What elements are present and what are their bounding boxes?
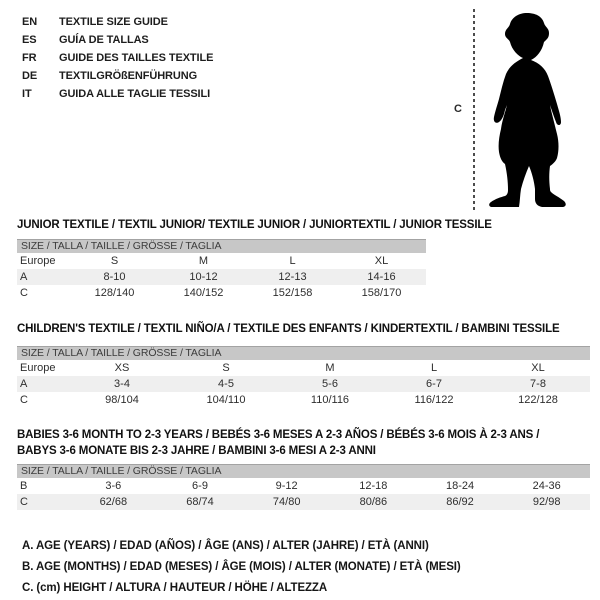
table-row bbox=[17, 478, 590, 494]
size-table-header: SIZE / TALLA / TAILLE / GRÖSSE / TAGLIA bbox=[17, 239, 426, 253]
language-code: EN bbox=[22, 16, 38, 28]
footnotes bbox=[22, 536, 461, 599]
table-cell: 110/116 bbox=[310, 394, 350, 406]
language-code: ES bbox=[22, 34, 37, 46]
row-label: C bbox=[20, 496, 28, 508]
size-table bbox=[17, 239, 426, 301]
table-cell: 9-12 bbox=[275, 480, 298, 492]
table-cell: XS bbox=[114, 362, 130, 374]
table-title-line: CHILDREN'S TEXTILE / TEXTIL NIÑO/A / TEXTILE DES ENFANTS / KINDERTEXTIL / BAMBINI TESSILE bbox=[17, 323, 560, 335]
table-cell: 152/158 bbox=[272, 287, 313, 299]
table-cell: 3-6 bbox=[105, 480, 122, 492]
language-code: DE bbox=[22, 70, 38, 82]
size-table-header: SIZE / TALLA / TAILLE / GRÖSSE / TAGLIA bbox=[17, 464, 590, 478]
table-cell: 3-4 bbox=[114, 378, 130, 390]
table-title-line: JUNIOR TEXTILE / TEXTIL JUNIOR/ TEXTILE JUNIOR / JUNIORTEXTIL / JUNIOR TESSILE bbox=[17, 219, 492, 231]
table-cell: XL bbox=[374, 255, 389, 267]
table-cell: 7-8 bbox=[530, 378, 546, 390]
language-label: TEXTILGRÖßENFÜHRUNG bbox=[59, 70, 198, 82]
table-cell: 92/98 bbox=[532, 496, 561, 508]
table-cell: 68/74 bbox=[186, 496, 214, 508]
row-label: A bbox=[20, 271, 28, 283]
table-title-line: BABYS 3-6 MONATE BIS 2-3 JAHRE / BAMBINI 3-6 MESI A 2-3 ANNI bbox=[17, 445, 376, 457]
table-cell: 14-16 bbox=[367, 271, 396, 283]
language-code: FR bbox=[22, 52, 37, 64]
row-label: B bbox=[20, 480, 28, 492]
table-cell: 116/122 bbox=[414, 394, 454, 406]
table-cell: 80/86 bbox=[359, 496, 388, 508]
table-cell: 122/128 bbox=[518, 394, 558, 406]
language-code: IT bbox=[22, 88, 32, 100]
size-table-header: SIZE / TALLA / TAILLE / GRÖSSE / TAGLIA bbox=[17, 346, 590, 360]
table-cell: 4-5 bbox=[218, 378, 234, 390]
table-title bbox=[17, 427, 539, 459]
size-table bbox=[17, 346, 590, 408]
table-cell: 10-12 bbox=[189, 271, 218, 283]
table-cell: 86/92 bbox=[446, 496, 474, 508]
table-cell: 12-13 bbox=[278, 271, 307, 283]
table-cell: M bbox=[198, 255, 209, 267]
table-row bbox=[17, 494, 590, 510]
table-cell: 74/80 bbox=[272, 496, 301, 508]
table-cell: L bbox=[289, 255, 296, 267]
table-title bbox=[17, 321, 560, 337]
table-cell: 6-7 bbox=[426, 378, 442, 390]
table-cell: 6-9 bbox=[192, 480, 208, 492]
table-cell: 140/152 bbox=[183, 287, 224, 299]
table-row bbox=[17, 376, 590, 392]
footnote-line: C. (cm) HEIGHT / ALTURA / HAUTEUR / HÖHE / ALTEZZA bbox=[22, 582, 328, 594]
table-cell: 8-10 bbox=[103, 271, 126, 283]
table-cell: 18-24 bbox=[445, 480, 475, 492]
table-cell: 98/104 bbox=[105, 394, 139, 406]
row-label: A bbox=[20, 378, 28, 390]
footnote-line: B. AGE (MONTHS) / EDAD (MESES) / ÂGE (MOIS) / ALTER (MONATE) / ETÀ (MESI) bbox=[22, 561, 461, 573]
table-row bbox=[17, 285, 426, 301]
table-row bbox=[17, 360, 590, 376]
language-label: GUIDA ALLE TAGLIE TESSILI bbox=[59, 88, 211, 100]
table-cell: 24-36 bbox=[532, 480, 561, 492]
language-label: GUIDE DES TAILLES TEXTILE bbox=[59, 52, 214, 64]
table-row bbox=[17, 269, 426, 285]
table-cell: 128/140 bbox=[94, 287, 135, 299]
footnote-line: A. AGE (YEARS) / EDAD (AÑOS) / ÂGE (ANS) / ALTER (JAHRE) / ETÀ (ANNI) bbox=[22, 540, 429, 552]
measure-label-c: C bbox=[454, 103, 462, 115]
row-label: C bbox=[20, 394, 28, 406]
row-label: Europe bbox=[20, 255, 56, 267]
table-cell: L bbox=[430, 362, 438, 374]
table-title bbox=[17, 217, 492, 233]
table-row bbox=[17, 392, 590, 408]
table-cell: S bbox=[110, 255, 119, 267]
table-cell: 12-18 bbox=[359, 480, 388, 492]
row-label: C bbox=[20, 287, 28, 299]
table-row bbox=[17, 253, 426, 269]
table-cell: 5-6 bbox=[322, 378, 338, 390]
table-cell: S bbox=[222, 362, 230, 374]
table-cell: 104/110 bbox=[206, 394, 246, 406]
language-label: TEXTILE SIZE GUIDE bbox=[59, 16, 168, 28]
table-cell: XL bbox=[531, 362, 545, 374]
table-cell: 158/170 bbox=[361, 287, 402, 299]
table-cell: 62/68 bbox=[99, 496, 128, 508]
table-title-line: BABIES 3-6 MONTH TO 2-3 YEARS / BEBÉS 3-6 MESES A 2-3 AÑOS / BÉBÉS 3-6 MOIS À 2-3 ANS / bbox=[17, 429, 540, 441]
language-label: GUÍA DE TALLAS bbox=[59, 34, 149, 46]
size-table bbox=[17, 464, 590, 510]
table-cell: M bbox=[325, 362, 335, 374]
row-label: Europe bbox=[20, 362, 56, 374]
